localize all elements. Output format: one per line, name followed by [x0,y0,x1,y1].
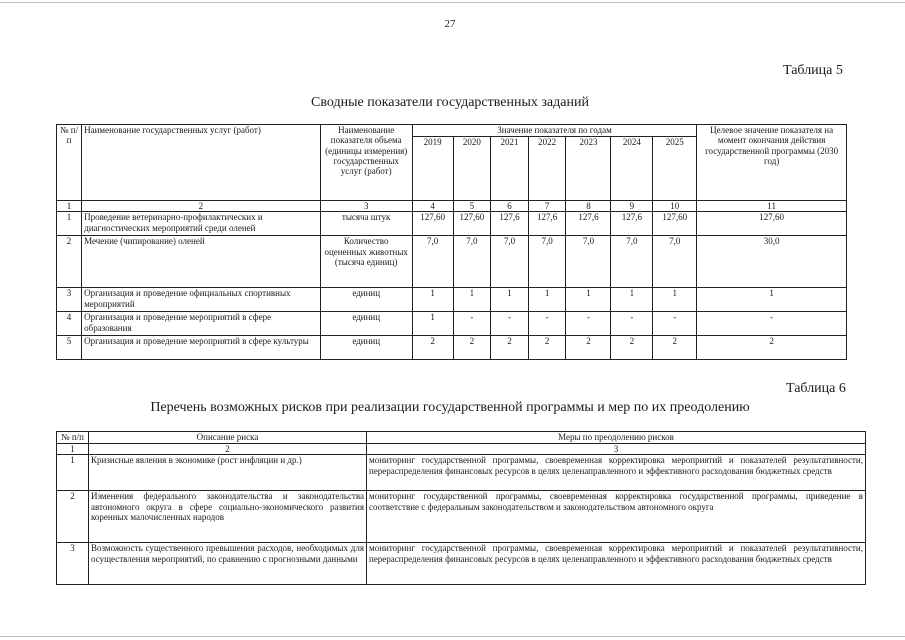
t5-row-target: 127,60 [697,212,847,236]
t5-row-value: 2 [653,336,697,360]
table-row [57,491,866,543]
t5-row-value: 2 [491,336,529,360]
t5-row-service: Организация и проведение мероприятий в сфере культуры [82,336,321,360]
table5-label: Таблица 5 [783,63,843,78]
t5-row-value: 127,60 [453,212,491,236]
t5-row-unit: Количество оцененных животных (тысяча единиц) [320,236,412,288]
t5-row-service: Организация и проведение мероприятий в сфере образования [82,312,321,336]
t5-header-indicator: Наименование показателя объема (единицы измерения) государственных услуг (работ) [320,125,412,201]
scan-edge-bottom [0,636,905,637]
t5-row-value: 2 [566,336,611,360]
scan-edge-top [0,2,905,3]
t5-col-number: 3 [320,201,412,212]
t5-row-unit: единиц [320,288,412,312]
t5-row-value: 2 [412,336,453,360]
t5-row-value: 127,6 [491,212,529,236]
t5-row-value: 1 [611,288,653,312]
t5-row-value: 1 [528,288,566,312]
t5-row-value: 127,60 [412,212,453,236]
table-row [57,236,847,288]
t6-col-number: 3 [367,444,866,455]
t5-row-target: 1 [697,288,847,312]
t5-year: 2020 [453,137,491,201]
t6-row-risk: Изменения федерального законодательства и законодательства автономного округа в сфере социально-экономического развития коренных малочисленных народов [89,491,367,543]
t5-column-numbers-row [57,201,847,212]
t5-year: 2021 [491,137,529,201]
table-row [57,312,847,336]
t6-col-number: 1 [57,444,89,455]
t5-row-value: 1 [412,288,453,312]
t5-row-value: - [566,312,611,336]
t5-row-num: 3 [57,288,82,312]
t6-header-measures: Меры по преодолению рисков [367,432,866,444]
t6-row-num: 3 [57,543,89,585]
t5-year: 2019 [412,137,453,201]
t5-year: 2023 [566,137,611,201]
t5-row-value: 7,0 [528,236,566,288]
t5-row-service: Организация и проведение официальных спортивных мероприятий [82,288,321,312]
t5-row-value: 7,0 [412,236,453,288]
t6-row-measures: мониторинг государственной программы, своевременная корректировка мероприятий и показателей результативности, перераспределения финансовых ресурсов в целях целенаправленного и эффективного расходования бюджетных средств [367,455,866,491]
t5-row-value: - [528,312,566,336]
t5-row-num: 2 [57,236,82,288]
table-row [57,212,847,236]
table5 [56,124,847,360]
t5-row-value: 127,6 [566,212,611,236]
t6-row-measures: мониторинг государственной программы, своевременная корректировка мероприятий и показателей результативности, перераспределения финансовых ресурсов в целях целенаправленного и эффективного расходования бюджетных средств [367,543,866,585]
table-row [57,455,866,491]
t6-header-num: № п/п [57,432,89,444]
t5-year: 2024 [611,137,653,201]
t5-row-value: 1 [653,288,697,312]
t5-row-target: 30,0 [697,236,847,288]
t5-row-value: - [611,312,653,336]
t5-row-unit: тысяча штук [320,212,412,236]
t6-header-risk: Описание риска [89,432,367,444]
t5-row-service: Мечение (чипирование) оленей [82,236,321,288]
t5-col-number: 5 [453,201,491,212]
t5-header-num: № п/п [57,125,82,201]
t6-row-num: 1 [57,455,89,491]
t5-row-value: 2 [528,336,566,360]
t5-row-value: 1 [412,312,453,336]
t5-row-target: - [697,312,847,336]
t5-row-value: 2 [453,336,491,360]
t5-year: 2022 [528,137,566,201]
t5-row-value: 7,0 [653,236,697,288]
t5-row-value: 2 [611,336,653,360]
t5-row-num: 5 [57,336,82,360]
t5-col-number: 11 [697,201,847,212]
t5-header-target: Целевое значение показателя на момент окончания действия государственной программы (2030 год) [697,125,847,201]
t6-row-risk: Кризисные явления в экономике (рост инфляции и др.) [89,455,367,491]
t5-row-value: 127,6 [528,212,566,236]
t5-row-service: Проведение ветеринарно-профилактических и диагностических мероприятий среди оленей [82,212,321,236]
table5-title: Сводные показатели государственных заданий [311,95,589,110]
t5-row-value: - [653,312,697,336]
t6-col-number: 2 [89,444,367,455]
t5-row-value: 7,0 [453,236,491,288]
t5-col-number: 4 [412,201,453,212]
t5-header-values-by-year: Значение показателя по годам [412,125,697,137]
t5-row-value: 7,0 [566,236,611,288]
t5-col-number: 10 [653,201,697,212]
t5-col-number: 6 [491,201,529,212]
table-row [57,543,866,585]
t5-row-value: 127,6 [611,212,653,236]
t5-row-unit: единиц [320,336,412,360]
t5-row-num: 4 [57,312,82,336]
t5-year: 2025 [653,137,697,201]
t5-row-value: 1 [491,288,529,312]
t5-col-number: 9 [611,201,653,212]
table-row [57,288,847,312]
t5-row-value: 1 [453,288,491,312]
t6-row-num: 2 [57,491,89,543]
table6 [56,431,866,585]
t6-row-risk: Возможность существенного превышения расходов, необходимых для осуществления мероприятий, по сравнению с прогнозными данными [89,543,367,585]
table-row [57,336,847,360]
t5-row-value: - [453,312,491,336]
t5-col-number: 7 [528,201,566,212]
t5-row-value: - [491,312,529,336]
t5-col-number: 1 [57,201,82,212]
t5-row-num: 1 [57,212,82,236]
t5-row-target: 2 [697,336,847,360]
t6-column-numbers-row [57,444,866,455]
t6-row-measures: мониторинг государственной программы, своевременная корректировка государственной программы, приведение в соответствие с федеральным законодательством и законодательством автономного округа [367,491,866,543]
table6-title: Перечень возможных рисков при реализации государственной программы и мер по их преодолению [150,400,750,415]
t5-row-value: 127,60 [653,212,697,236]
t5-row-unit: единиц [320,312,412,336]
t5-row-value: 7,0 [611,236,653,288]
table6-label: Таблица 6 [786,381,846,396]
page-number: 27 [444,18,456,30]
t5-header-service: Наименование государственных услуг (работ) [82,125,321,201]
t5-row-value: 7,0 [491,236,529,288]
t5-col-number: 2 [82,201,321,212]
t5-col-number: 8 [566,201,611,212]
t5-row-value: 1 [566,288,611,312]
